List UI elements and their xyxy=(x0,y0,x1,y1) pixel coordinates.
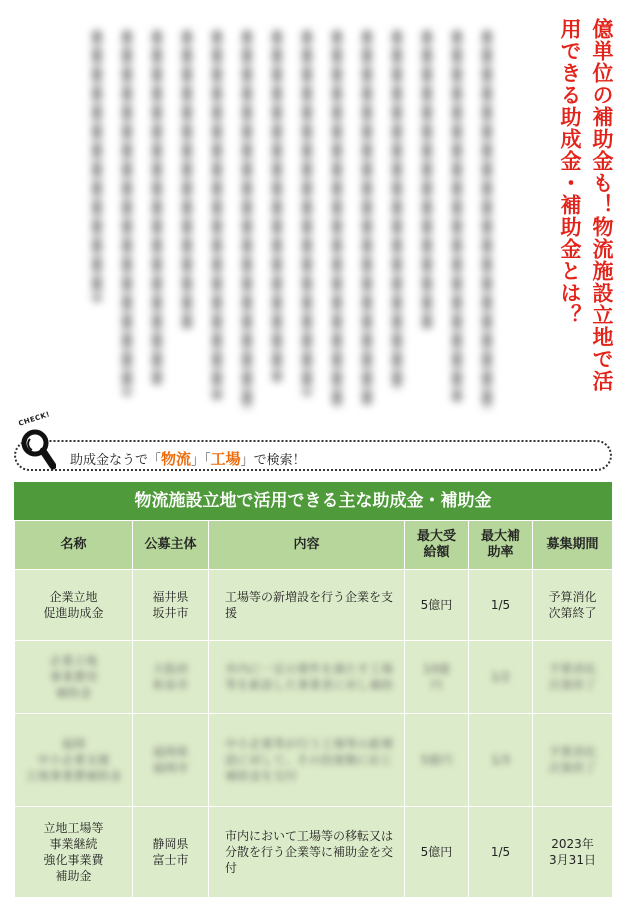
cell-rate: 1/3 xyxy=(490,753,511,767)
blurred-text-column xyxy=(242,30,252,410)
search-hint: 助成金なうで「物流」「工場」で検索！ xyxy=(70,450,306,468)
magnifier-icon xyxy=(20,426,56,470)
cell-rate: 1/5 xyxy=(469,807,533,898)
cell-content: 市内に一定の要件を満たす工場等を新設した事業者に対し補助 xyxy=(225,662,394,692)
blurred-text-column xyxy=(362,30,372,406)
blurred-text-column xyxy=(332,30,342,408)
cell-period: 予算消化 次第終了 xyxy=(533,570,613,641)
blurred-text-column xyxy=(302,30,312,396)
blurred-text-column xyxy=(422,30,432,330)
cell-org: 福岡県 福岡市 xyxy=(152,745,189,775)
cell-content: 市内において工場等の移転又は分散を行う企業等に補助金を交付 xyxy=(209,807,405,898)
header-content: 内容 xyxy=(209,521,405,570)
cell-period: 2023年 3月31日 xyxy=(533,807,613,898)
blurred-text-column xyxy=(452,30,462,402)
header-name: 名称 xyxy=(15,521,133,570)
cell-org: 福井県 坂井市 xyxy=(133,570,209,641)
blurred-text-column xyxy=(272,30,282,382)
cell-content: 工場等の新増設を行う企業を支援 xyxy=(209,570,405,641)
table-title: 物流施設立地で活用できる主な助成金・補助金 xyxy=(14,482,612,520)
cell-org: 静岡県 富士市 xyxy=(133,807,209,898)
cell-org: 大阪府 和泉市 xyxy=(152,662,189,692)
blurred-text-column xyxy=(482,30,492,410)
blurred-text-column xyxy=(212,30,222,400)
cell-name: 福岡 中小企業支援 立地事業費補助金 xyxy=(25,737,122,783)
keyword-butsuryu[interactable]: 物流 xyxy=(161,450,192,468)
header-period: 募集期間 xyxy=(533,521,613,570)
table-row xyxy=(15,807,613,898)
blurred-article-body xyxy=(70,30,510,410)
header-amount: 最大受給額 xyxy=(405,521,469,570)
cell-amount: 5億円 xyxy=(420,753,453,767)
cell-amount: 5億円 xyxy=(405,570,469,641)
table-row xyxy=(15,714,613,807)
cell-name: 企業立地 促進助成金 xyxy=(15,570,133,641)
blurred-text-column xyxy=(122,30,132,396)
cell-amount: 5億円 xyxy=(405,807,469,898)
table-row xyxy=(15,570,613,641)
blurred-text-column xyxy=(92,30,102,302)
cell-rate: 1/5 xyxy=(469,570,533,641)
cell-name: 企業立地 事業費用 補助金 xyxy=(49,654,98,700)
subsidy-table xyxy=(14,482,612,912)
cell-content: 中小企業等が行う工場等の新増設に対して、その投資額に応じ補助金を交付 xyxy=(225,737,394,783)
header-org: 公募主体 xyxy=(133,521,209,570)
cell-name: 立地工場等 事業継続 強化事業費 補助金 xyxy=(15,807,133,898)
check-badge: CHECK! xyxy=(17,410,51,428)
blurred-text-column xyxy=(392,30,402,390)
blurred-text-column xyxy=(182,30,192,330)
blurred-text-column xyxy=(152,30,162,385)
cell-amount: 10億 円 xyxy=(422,662,451,692)
table-row xyxy=(15,641,613,714)
cell-rate: 1/2 xyxy=(490,670,511,684)
cell-period: 予算消化 次第終了 xyxy=(548,662,597,692)
header-rate: 最大補助率 xyxy=(469,521,533,570)
cell-period: 予算消化 次第終了 xyxy=(548,745,597,775)
keyword-kojo[interactable]: 工場 xyxy=(210,450,241,468)
article-title: 億単位の補助金も！物流施設立地で活用できる助成金・補助金とは？ xyxy=(558,18,614,392)
